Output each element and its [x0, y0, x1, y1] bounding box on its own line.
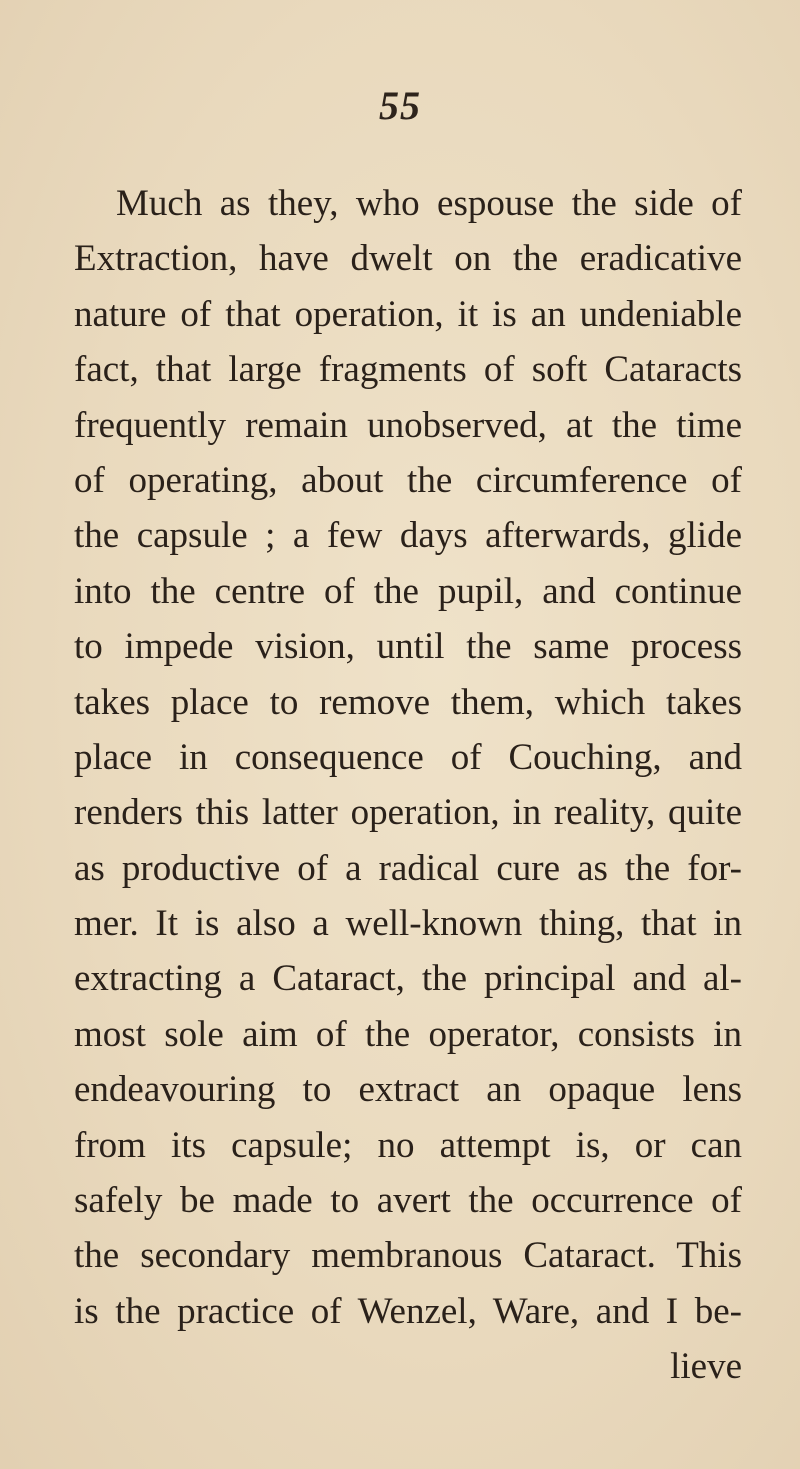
text-line: the capsule ; a few days afterwards, glide	[74, 515, 742, 557]
text-line: as productive of a radical cure as the for-	[74, 847, 742, 889]
text-line: into the centre of the pupil, and continue	[74, 570, 742, 612]
text-line: frequently remain unobserved, at the time	[74, 404, 742, 446]
page-number: 55	[379, 83, 421, 128]
text-line: Much as they, who espouse the side of	[116, 183, 742, 224]
text-line: the secondary membranous Cataract. This	[74, 1235, 742, 1277]
text-line: is the practice of Wenzel, Ware, and I be-	[74, 1290, 742, 1332]
text-line: safely be made to avert the occurrence of	[74, 1180, 742, 1222]
text-line: from its capsule; no attempt is, or can	[74, 1124, 742, 1166]
body-text	[74, 176, 742, 1395]
text-line: nature of that operation, it is an undeniable	[74, 293, 742, 335]
text-line: extracting a Cataract, the principal and al-	[74, 958, 742, 1000]
text-line: place in consequence of Couching, and	[74, 736, 742, 778]
catchword: lieve	[670, 1346, 742, 1388]
text-line: fact, that large fragments of soft Cataracts	[74, 349, 742, 391]
text-line: Extraction, have dwelt on the eradicative	[74, 238, 742, 280]
text-line: most sole aim of the operator, consists in	[74, 1013, 742, 1055]
text-line: mer. It is also a well-known thing, that in	[74, 903, 742, 945]
text-line: renders this latter operation, in reality, quite	[74, 792, 742, 834]
text-line: endeavouring to extract an opaque lens	[74, 1069, 742, 1111]
text-line: of operating, about the circumference of	[74, 459, 742, 501]
text-line: takes place to remove them, which takes	[74, 681, 742, 723]
text-line: to impede vision, until the same process	[74, 626, 742, 668]
